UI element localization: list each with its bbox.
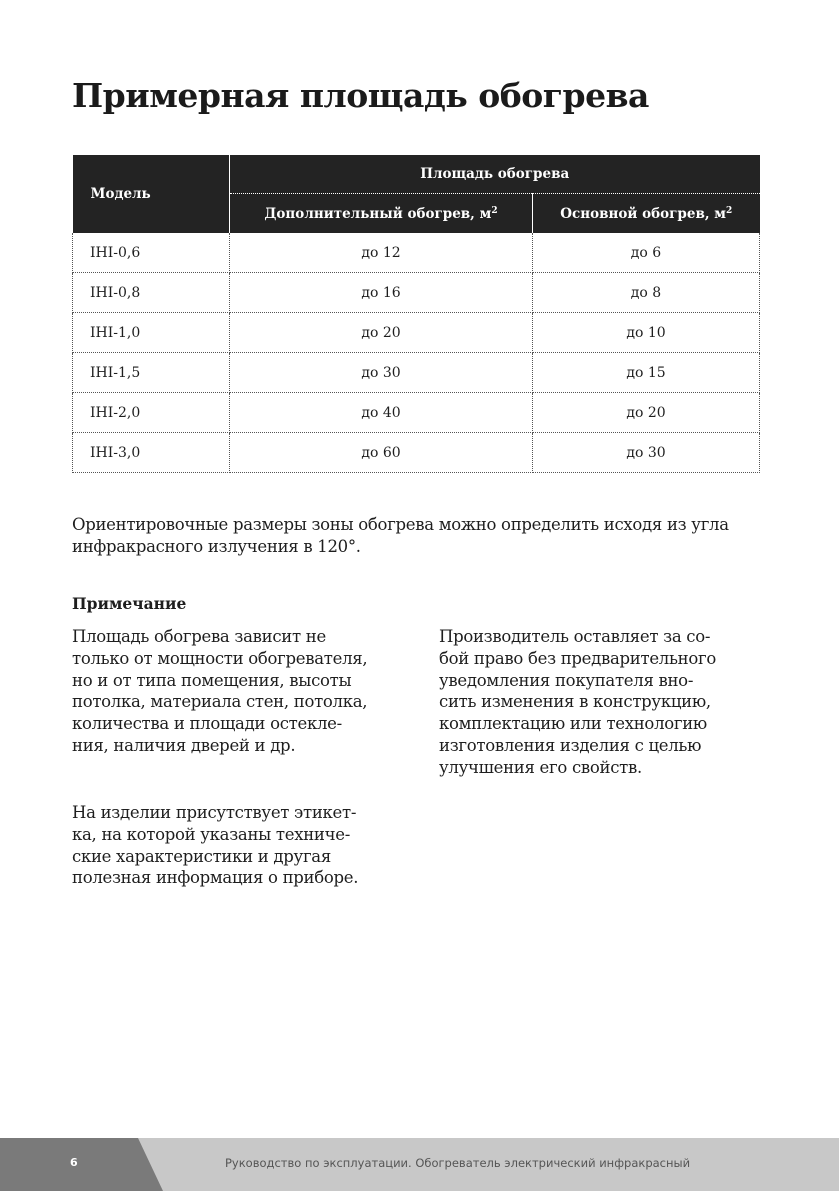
note-paragraph-manufacturer: Производитель оставляет за со- бой право без предварительного уведомления покупателя вно- сить изменения в конструкцию, комплектацию или технологию изготовления изделия с целью улучшения его свойств. xyxy=(439,627,716,777)
additional-cell: до 60 xyxy=(230,433,533,473)
additional-heating-header: Дополнительный обогрев, $м^2$ xyxy=(230,194,533,234)
table-row xyxy=(73,433,760,473)
page-title: Примерная площадь обогрева xyxy=(72,76,649,115)
table-row xyxy=(73,353,760,393)
footer-title: Руководство по эксплуатации. Обогреватель электрический инфракрасный xyxy=(225,1156,691,1170)
model-cell: IHI-1,0 xyxy=(73,313,230,353)
heating-area-header: Площадь обогрева xyxy=(230,155,760,194)
model-header: Модель xyxy=(73,155,230,233)
model-cell: IHI-1,5 xyxy=(73,353,230,393)
table-row xyxy=(73,313,760,353)
table-row xyxy=(73,273,760,313)
additional-cell: до 20 xyxy=(230,313,533,353)
table-row xyxy=(73,233,760,273)
additional-cell: до 40 xyxy=(230,393,533,433)
intro-paragraph: Ориентировочные размеры зоны обогрева можно определить исходя из угла инфракрасного излучения в 120°. xyxy=(72,515,729,556)
main-cell: до 6 xyxy=(533,233,760,273)
main-cell: до 15 xyxy=(533,353,760,393)
note-paragraph-label: На изделии присутствует этикет- ка, на которой указаны техниче- ские характеристики и другая полезная информация о приборе. xyxy=(72,803,359,888)
page-number: 6 xyxy=(70,1156,78,1169)
additional-cell: до 12 xyxy=(230,233,533,273)
footer-page-tab xyxy=(0,1138,163,1191)
main-cell: до 30 xyxy=(533,433,760,473)
main-heating-header: Основной обогрев, $м^2$ xyxy=(533,194,760,234)
main-cell: до 8 xyxy=(533,273,760,313)
main-cell: до 20 xyxy=(533,393,760,433)
main-cell: до 10 xyxy=(533,313,760,353)
note-paragraph-heating-area: Площадь обогрева зависит не только от мощности обогревателя, но и от типа помещения, высоты потолка, материала стен, потолка, количества и площади остекле- ния, наличия дверей и др. xyxy=(72,627,368,755)
heating-area-table xyxy=(72,155,760,473)
note-heading: Примечание xyxy=(72,594,187,613)
model-cell: IHI-0,8 xyxy=(73,273,230,313)
additional-cell: до 16 xyxy=(230,273,533,313)
model-cell: IHI-2,0 xyxy=(73,393,230,433)
additional-cell: до 30 xyxy=(230,353,533,393)
model-cell: IHI-3,0 xyxy=(73,433,230,473)
table-row xyxy=(73,393,760,433)
model-cell: IHI-0,6 xyxy=(73,233,230,273)
